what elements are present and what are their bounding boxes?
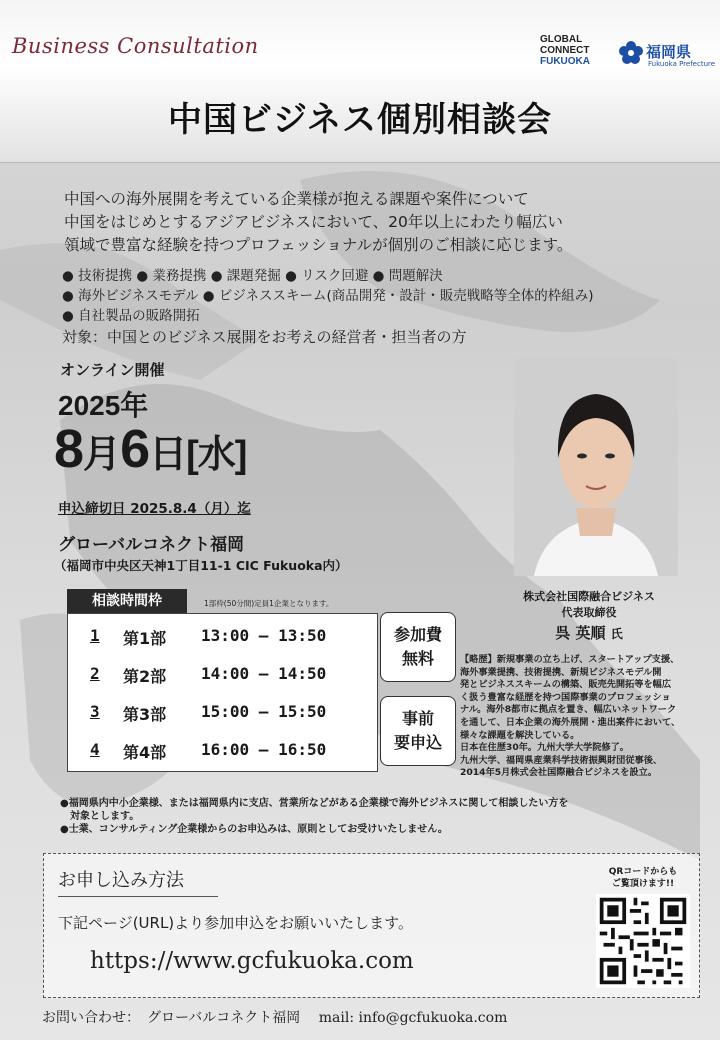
event-date bbox=[54, 418, 246, 480]
free-fee-badge bbox=[380, 612, 456, 682]
slot-number: 3 bbox=[90, 702, 100, 721]
bio-line: 海外事業提携、技術提携、新規ビジネスモデル開 bbox=[460, 666, 662, 678]
intro-text bbox=[64, 188, 572, 257]
application-text: 下記ページ(URL)より参加申込をお願いいたします。 bbox=[58, 914, 413, 932]
event-day: 6 bbox=[120, 419, 150, 479]
page-title: 中国ビジネス個別相談会 bbox=[168, 100, 552, 140]
schedule-row bbox=[68, 626, 377, 656]
consultant-bio bbox=[460, 654, 716, 780]
event-year: 2025年 bbox=[58, 390, 149, 421]
bio-line: 日本在住歴30年。九州大学大学院修了。 bbox=[460, 742, 629, 754]
name-text: 呉 英順 bbox=[555, 624, 606, 642]
slot-time: 14:00 ― 14:50 bbox=[201, 664, 327, 683]
consultant-company: 株式会社国際融合ビジネス bbox=[523, 590, 655, 603]
bio-line: ナル。海外8都市に拠点を置き、幅広いネットワーク bbox=[460, 704, 677, 716]
slot-number: 4 bbox=[90, 740, 100, 759]
tag-line: ● 自社製品の販路開拓 bbox=[62, 308, 200, 324]
venue-name: グローバルコネクト福岡 bbox=[58, 535, 245, 555]
schedule-label: 相談時間枠 bbox=[67, 589, 187, 613]
prefecture-name: 福岡県 bbox=[646, 43, 692, 61]
qr-code-icon[interactable] bbox=[596, 894, 690, 988]
logo-line-2: CONNECT bbox=[540, 45, 590, 56]
qr-caption-line: ご覧頂けます!! bbox=[611, 879, 675, 889]
badge-line: 参加費 bbox=[393, 625, 442, 644]
note-line: ●士業、コンサルティング企業様からのお申込みは、原則としてお受けいたしません。 bbox=[60, 824, 448, 835]
logo-line-3: FUKUOKA bbox=[540, 56, 590, 67]
registration-required-badge bbox=[380, 696, 456, 766]
bio-line: 様々な課題を解決している。 bbox=[460, 729, 580, 741]
note-line: ●福岡県内中小企業様、または福岡県内に支店、営業所などがある企業様で海外ビジネスに関して相談したい方を bbox=[60, 798, 569, 809]
slot-time: 15:00 ― 15:50 bbox=[201, 702, 327, 721]
online-label: オンライン開催 bbox=[60, 361, 165, 379]
slot-time: 13:00 ― 13:50 bbox=[201, 626, 327, 645]
application-url-link[interactable]: https://www.gcfukuoka.com bbox=[90, 948, 414, 974]
intro-line: 中国をはじめとするアジアビジネスにおいて、20年以上にわたり幅広い bbox=[64, 213, 563, 231]
topic-tags bbox=[62, 266, 593, 326]
global-connect-fukuoka-logo bbox=[540, 34, 610, 70]
event-month: 8 bbox=[54, 419, 84, 479]
brand-script: Business Consultation bbox=[12, 34, 259, 58]
plum-blossom-icon bbox=[618, 40, 644, 66]
venue-address: （福岡市中央区天神1丁目11-1 CIC Fukuoka内） bbox=[54, 558, 348, 573]
intro-line: 中国への海外展開を考えている企業様が抱える課題や案件について bbox=[64, 190, 529, 208]
application-section bbox=[43, 853, 700, 998]
logo-line-1: GLOBAL bbox=[540, 34, 583, 45]
consultant-info bbox=[460, 588, 718, 643]
bio-line: を通して、日本企業の海外展開・進出案件において、 bbox=[460, 716, 681, 728]
slot-part: 第3部 bbox=[123, 705, 167, 724]
tag-line: ● 技術提携 ● 業務提携 ● 課題発掘 ● リスク回避 ● 問題解決 bbox=[62, 268, 443, 284]
qr-caption-line: QRコードからも bbox=[608, 867, 678, 877]
note-line: 対象とします。 bbox=[60, 811, 140, 822]
header-band bbox=[0, 0, 720, 163]
prefecture-sub: Fukuoka Prefecture bbox=[648, 60, 716, 68]
bio-line: 2014年5月株式会社国際融合ビジネスを設立。 bbox=[460, 767, 658, 779]
slot-time: 16:00 ― 16:50 bbox=[201, 740, 327, 759]
slot-part: 第2部 bbox=[123, 667, 167, 686]
eligibility-notes bbox=[60, 797, 710, 836]
portrait-image bbox=[514, 358, 678, 576]
consultant-name bbox=[460, 622, 718, 643]
fukuoka-prefecture-logo bbox=[618, 40, 718, 76]
application-heading: お申し込み方法 bbox=[58, 870, 184, 891]
badge-line: 要申込 bbox=[393, 733, 442, 752]
slot-number: 2 bbox=[90, 664, 100, 683]
application-deadline: 申込締切日 2025.8.4（月）迄 bbox=[58, 501, 251, 517]
event-weekday: [水] bbox=[186, 434, 247, 476]
bio-line: く扱う豊富な経歴を持つ国際事業のプロフェッショ bbox=[460, 691, 671, 703]
schedule-table bbox=[67, 613, 378, 772]
slot-part: 第4部 bbox=[123, 743, 167, 762]
bio-line: 九州大学、福岡県産業科学技術振興財団従事後、 bbox=[460, 754, 663, 766]
badge-line: 無料 bbox=[401, 649, 434, 668]
schedule-row bbox=[68, 664, 377, 694]
month-unit: 月 bbox=[83, 434, 121, 476]
bio-line: 発とビジネススキームの構築、販売先開拓等を幅広 bbox=[460, 679, 672, 691]
slot-number: 1 bbox=[90, 626, 100, 645]
intro-line: 領域で豊富な経験を持つプロフェッショナルが個別のご相談に応じます。 bbox=[64, 236, 573, 254]
target-audience: 対象：中国とのビジネス展開をお考えの経営者・担当者の方 bbox=[62, 328, 467, 346]
qr-caption bbox=[599, 866, 687, 890]
badge-line: 事前 bbox=[401, 709, 434, 728]
slot-part: 第1部 bbox=[123, 629, 167, 648]
bio-line: 【略歴】新規事業の立ち上げ、スタートアップ支援、 bbox=[460, 654, 680, 665]
schedule-row bbox=[68, 702, 377, 732]
schedule-row bbox=[68, 740, 377, 770]
honorific: 氏 bbox=[610, 627, 623, 641]
consultant-photo bbox=[514, 358, 678, 576]
contact-info: お問い合わせ： グローバルコネクト福岡 mail: info@gcfukuoka.com bbox=[42, 1010, 508, 1026]
consultant-title: 代表取締役 bbox=[561, 606, 617, 619]
heading-underline bbox=[58, 896, 218, 897]
schedule-note: 1部枠(50分間)定員1企業となります。 bbox=[204, 599, 334, 608]
tag-line: ● 海外ビジネスモデル ● ビジネススキーム(商品開発・設計・販売戦略等全体的枠組み) bbox=[62, 288, 594, 304]
day-unit: 日 bbox=[149, 434, 187, 476]
